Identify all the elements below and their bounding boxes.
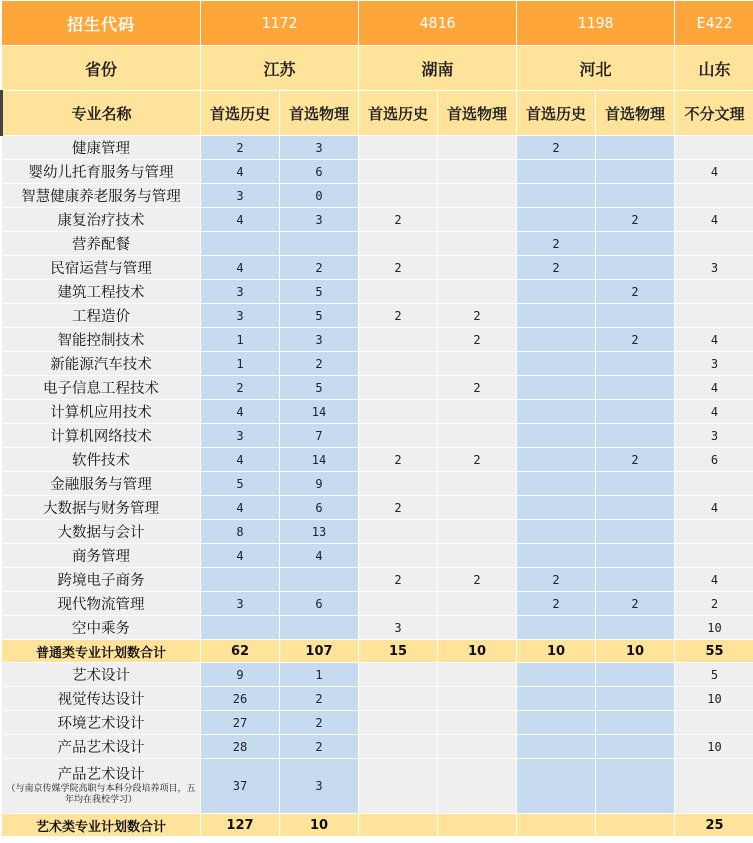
- plan-count-cell: [517, 496, 596, 520]
- plan-count-cell: 26: [201, 687, 280, 711]
- plan-count-cell: [359, 663, 438, 687]
- plan-count-cell: 2: [280, 687, 359, 711]
- plan-count-cell: 2: [359, 568, 438, 592]
- plan-count-cell: [596, 472, 675, 496]
- plan-count-cell: 10: [675, 616, 753, 640]
- plan-count-cell: [438, 616, 517, 640]
- plan-count-cell: 4: [201, 448, 280, 472]
- plan-count-cell: 2: [280, 711, 359, 735]
- major-name: 空中乘务: [2, 616, 201, 640]
- province-label: 省份: [2, 46, 201, 91]
- plan-count-cell: 4: [280, 544, 359, 568]
- plan-count-cell: [438, 280, 517, 304]
- plan-count-cell: [438, 663, 517, 687]
- code-hunan: 4816: [359, 1, 517, 46]
- plan-count-cell: 2: [517, 136, 596, 160]
- plan-count-cell: [517, 280, 596, 304]
- major-name: 工程造价: [2, 304, 201, 328]
- plan-count-cell: [675, 232, 753, 256]
- major-name: 智能控制技术: [2, 328, 201, 352]
- plan-count-cell: [517, 616, 596, 640]
- plan-count-cell: 2: [517, 232, 596, 256]
- plan-count-cell: 6: [675, 448, 753, 472]
- plan-count-cell: [359, 280, 438, 304]
- plan-count-cell: [517, 184, 596, 208]
- plan-count-cell: 3: [675, 256, 753, 280]
- plan-count-cell: [596, 544, 675, 568]
- plan-count-cell: 3: [280, 208, 359, 232]
- plan-count-cell: 5: [280, 304, 359, 328]
- plan-count-cell: 3: [201, 184, 280, 208]
- plan-count-cell: [596, 136, 675, 160]
- plan-count-cell: 3: [280, 136, 359, 160]
- major-name: 金融服务与管理: [2, 472, 201, 496]
- code-row: [2, 1, 753, 46]
- plan-count-cell: [359, 376, 438, 400]
- total-label: 普通类专业计划数合计: [2, 640, 201, 663]
- plan-count-cell: [359, 520, 438, 544]
- plan-count-cell: [438, 735, 517, 759]
- table-row: [2, 232, 753, 256]
- plan-count-cell: [438, 160, 517, 184]
- plan-count-cell: [675, 280, 753, 304]
- plan-count-cell: [596, 711, 675, 735]
- plan-count-cell: [675, 759, 753, 814]
- plan-count-cell: 28: [201, 735, 280, 759]
- plan-count-cell: [280, 568, 359, 592]
- plan-count-cell: 4: [675, 496, 753, 520]
- plan-count-cell: [675, 136, 753, 160]
- plan-count-cell: 2: [517, 592, 596, 616]
- plan-count-cell: 1: [201, 328, 280, 352]
- plan-count-cell: [359, 352, 438, 376]
- table-row: [2, 328, 753, 352]
- plan-count-cell: [675, 711, 753, 735]
- major-name: 软件技术: [2, 448, 201, 472]
- plan-count-cell: 3: [201, 304, 280, 328]
- plan-count-cell: 4: [675, 160, 753, 184]
- plan-count-cell: 2: [596, 280, 675, 304]
- total-value: 10: [438, 640, 517, 663]
- plan-count-cell: [359, 544, 438, 568]
- major-name: 营养配餐: [2, 232, 201, 256]
- plan-count-cell: 2: [596, 208, 675, 232]
- total-value: 15: [359, 640, 438, 663]
- plan-count-cell: [596, 184, 675, 208]
- plan-count-cell: 4: [675, 376, 753, 400]
- plan-count-cell: 8: [201, 520, 280, 544]
- plan-count-cell: 2: [438, 568, 517, 592]
- plan-count-cell: 1: [280, 663, 359, 687]
- major-name: 大数据与会计: [2, 520, 201, 544]
- major-name: 婴幼儿托育服务与管理: [2, 160, 201, 184]
- plan-count-cell: [359, 400, 438, 424]
- plan-count-cell: [438, 520, 517, 544]
- plan-count-cell: [675, 520, 753, 544]
- plan-count-cell: 9: [280, 472, 359, 496]
- subject-header: 首选历史: [201, 91, 280, 136]
- table-row: [2, 304, 753, 328]
- table-row: [2, 711, 753, 735]
- plan-count-cell: 4: [201, 160, 280, 184]
- plan-count-cell: [517, 400, 596, 424]
- province-hebei: 河北: [517, 46, 675, 91]
- subject-header: 首选历史: [359, 91, 438, 136]
- subject-header: 首选物理: [596, 91, 675, 136]
- province-row: [2, 46, 753, 91]
- plan-count-cell: [596, 616, 675, 640]
- plan-count-cell: [359, 711, 438, 735]
- plan-count-cell: 2: [596, 328, 675, 352]
- major-name: 跨境电子商务: [2, 568, 201, 592]
- major-name-special: [2, 759, 201, 814]
- major-note: （与南京传媒学院高职与本科分段培养项目，五年均在我校学习）: [6, 784, 196, 805]
- plan-count-cell: 14: [280, 448, 359, 472]
- plan-count-cell: [438, 759, 517, 814]
- plan-count-cell: [517, 376, 596, 400]
- table-row: [2, 256, 753, 280]
- plan-count-cell: [359, 184, 438, 208]
- plan-count-cell: 3: [201, 424, 280, 448]
- plan-count-cell: [596, 424, 675, 448]
- plan-count-cell: [438, 352, 517, 376]
- plan-count-cell: [596, 232, 675, 256]
- table-row: [2, 160, 753, 184]
- table-row: [2, 663, 753, 687]
- plan-count-cell: [675, 304, 753, 328]
- plan-count-cell: [201, 568, 280, 592]
- table-row: [2, 424, 753, 448]
- plan-count-cell: [596, 256, 675, 280]
- plan-count-cell: [280, 232, 359, 256]
- plan-count-cell: [675, 544, 753, 568]
- plan-count-cell: [438, 136, 517, 160]
- plan-count-cell: 2: [201, 136, 280, 160]
- plan-count-cell: [596, 568, 675, 592]
- plan-count-cell: [517, 328, 596, 352]
- plan-count-cell: 0: [280, 184, 359, 208]
- total-value: 55: [675, 640, 753, 663]
- table-row: [2, 616, 753, 640]
- table-row-special: [2, 759, 753, 814]
- plan-count-cell: 7: [280, 424, 359, 448]
- plan-count-cell: 2: [438, 328, 517, 352]
- major-name: 艺术设计: [2, 663, 201, 687]
- plan-count-cell: 13: [280, 520, 359, 544]
- major-name: 智慧健康养老服务与管理: [2, 184, 201, 208]
- code-shandong: E422: [675, 1, 753, 46]
- plan-count-cell: 4: [675, 400, 753, 424]
- total-value: 10: [517, 640, 596, 663]
- plan-count-cell: [517, 520, 596, 544]
- plan-count-cell: [596, 759, 675, 814]
- plan-count-cell: 3: [280, 328, 359, 352]
- plan-count-cell: 2: [438, 376, 517, 400]
- table-row: [2, 184, 753, 208]
- table-row: [2, 472, 753, 496]
- major-name: 计算机应用技术: [2, 400, 201, 424]
- plan-count-cell: 5: [201, 472, 280, 496]
- plan-count-cell: [517, 160, 596, 184]
- plan-count-cell: [359, 160, 438, 184]
- table-row: [2, 208, 753, 232]
- plan-count-cell: 4: [201, 496, 280, 520]
- plan-count-cell: 3: [201, 592, 280, 616]
- plan-count-cell: 2: [438, 304, 517, 328]
- major-name: 产品艺术设计: [2, 735, 201, 759]
- table-row: [2, 136, 753, 160]
- plan-count-cell: [438, 424, 517, 448]
- plan-count-cell: [596, 663, 675, 687]
- plan-count-cell: 3: [675, 424, 753, 448]
- plan-count-cell: 2: [359, 448, 438, 472]
- plan-count-cell: [596, 687, 675, 711]
- plan-count-cell: 2: [280, 352, 359, 376]
- province-hunan: 湖南: [359, 46, 517, 91]
- plan-count-cell: [438, 232, 517, 256]
- plan-count-cell: [596, 520, 675, 544]
- subject-header: 首选物理: [438, 91, 517, 136]
- plan-count-cell: 3: [359, 616, 438, 640]
- plan-count-cell: [359, 328, 438, 352]
- plan-count-cell: 4: [201, 256, 280, 280]
- art-total-row: [2, 814, 753, 837]
- plan-count-cell: [201, 616, 280, 640]
- plan-count-cell: [438, 256, 517, 280]
- plan-count-cell: 4: [675, 328, 753, 352]
- plan-count-cell: 1: [201, 352, 280, 376]
- plan-count-cell: [438, 687, 517, 711]
- subject-header-row: [2, 91, 753, 136]
- plan-count-cell: [517, 663, 596, 687]
- plan-count-cell: 2: [596, 448, 675, 472]
- major-name: 视觉传达设计: [2, 687, 201, 711]
- plan-count-cell: 4: [201, 544, 280, 568]
- table-row: [2, 735, 753, 759]
- code-label: 招生代码: [2, 1, 201, 46]
- province-jiangsu: 江苏: [201, 46, 359, 91]
- total-value: [517, 814, 596, 837]
- total-value: [438, 814, 517, 837]
- plan-count-cell: 2: [596, 592, 675, 616]
- plan-count-cell: 9: [201, 663, 280, 687]
- plan-count-cell: [517, 472, 596, 496]
- plan-count-cell: 6: [280, 496, 359, 520]
- total-value: 25: [675, 814, 753, 837]
- plan-count-cell: 2: [517, 568, 596, 592]
- plan-count-cell: [675, 184, 753, 208]
- plan-count-cell: [359, 687, 438, 711]
- table-row: [2, 496, 753, 520]
- plan-count-cell: [675, 472, 753, 496]
- plan-count-cell: 5: [280, 280, 359, 304]
- code-hebei: 1198: [517, 1, 675, 46]
- table-row: [2, 352, 753, 376]
- table-row: [2, 280, 753, 304]
- total-value: 107: [280, 640, 359, 663]
- major-name: 计算机网络技术: [2, 424, 201, 448]
- plan-count-cell: [438, 400, 517, 424]
- major-name: 民宿运营与管理: [2, 256, 201, 280]
- plan-count-cell: [280, 616, 359, 640]
- plan-count-cell: 14: [280, 400, 359, 424]
- plan-count-cell: 2: [280, 256, 359, 280]
- total-value: [596, 814, 675, 837]
- plan-count-cell: 4: [201, 208, 280, 232]
- plan-count-cell: [517, 448, 596, 472]
- table-row: [2, 400, 753, 424]
- plan-count-cell: [438, 544, 517, 568]
- plan-count-cell: 5: [675, 663, 753, 687]
- plan-count-cell: 4: [675, 208, 753, 232]
- plan-count-cell: [517, 759, 596, 814]
- plan-count-cell: [359, 424, 438, 448]
- plan-count-cell: 2: [359, 208, 438, 232]
- total-value: 127: [201, 814, 280, 837]
- total-value: [359, 814, 438, 837]
- general-total-row: [2, 640, 753, 663]
- table-row: [2, 687, 753, 711]
- plan-count-cell: 2: [675, 592, 753, 616]
- major-name-header: 专业名称: [2, 91, 201, 136]
- plan-count-cell: 6: [280, 160, 359, 184]
- plan-count-cell: 2: [517, 256, 596, 280]
- table-row: [2, 544, 753, 568]
- plan-count-cell: 2: [438, 448, 517, 472]
- table-row: [2, 448, 753, 472]
- plan-count-cell: 2: [359, 256, 438, 280]
- subject-header: 不分文理: [675, 91, 753, 136]
- total-label: 艺术类专业计划数合计: [2, 814, 201, 837]
- plan-count-cell: 6: [280, 592, 359, 616]
- major-name: 新能源汽车技术: [2, 352, 201, 376]
- plan-count-cell: [517, 208, 596, 232]
- major-name: 商务管理: [2, 544, 201, 568]
- plan-count-cell: [438, 208, 517, 232]
- plan-count-cell: [596, 304, 675, 328]
- plan-count-cell: [359, 472, 438, 496]
- plan-count-cell: 4: [201, 400, 280, 424]
- table-row: [2, 520, 753, 544]
- plan-count-cell: [359, 592, 438, 616]
- total-value: 10: [596, 640, 675, 663]
- plan-count-cell: [438, 496, 517, 520]
- plan-count-cell: 2: [201, 376, 280, 400]
- plan-count-cell: [359, 759, 438, 814]
- plan-count-cell: 2: [359, 496, 438, 520]
- plan-count-cell: 10: [675, 687, 753, 711]
- code-jiangsu: 1172: [201, 1, 359, 46]
- major-name: 康复治疗技术: [2, 208, 201, 232]
- plan-count-cell: 37: [201, 759, 280, 814]
- major-name: 环境艺术设计: [2, 711, 201, 735]
- major-name: 产品艺术设计: [57, 767, 145, 783]
- table-row: [2, 376, 753, 400]
- major-name: 现代物流管理: [2, 592, 201, 616]
- major-name: 大数据与财务管理: [2, 496, 201, 520]
- plan-count-cell: [517, 352, 596, 376]
- plan-count-cell: [517, 711, 596, 735]
- plan-count-cell: [438, 711, 517, 735]
- plan-count-cell: [438, 592, 517, 616]
- subject-header: 首选历史: [517, 91, 596, 136]
- plan-count-cell: 2: [280, 735, 359, 759]
- plan-count-cell: 10: [675, 735, 753, 759]
- plan-count-cell: [596, 352, 675, 376]
- plan-count-cell: [359, 136, 438, 160]
- plan-count-cell: [596, 400, 675, 424]
- plan-count-cell: 27: [201, 711, 280, 735]
- plan-count-cell: [517, 544, 596, 568]
- plan-count-cell: [438, 184, 517, 208]
- plan-count-cell: [517, 735, 596, 759]
- major-name: 健康管理: [2, 136, 201, 160]
- major-name: 电子信息工程技术: [2, 376, 201, 400]
- plan-count-cell: [517, 304, 596, 328]
- plan-count-cell: [517, 687, 596, 711]
- table-row: [2, 568, 753, 592]
- plan-count-cell: 2: [359, 304, 438, 328]
- plan-count-cell: 3: [280, 759, 359, 814]
- subject-header: 首选物理: [280, 91, 359, 136]
- plan-count-cell: 3: [201, 280, 280, 304]
- plan-count-cell: [596, 496, 675, 520]
- plan-count-cell: 5: [280, 376, 359, 400]
- major-name: 建筑工程技术: [2, 280, 201, 304]
- plan-count-cell: [201, 232, 280, 256]
- plan-count-cell: [359, 232, 438, 256]
- plan-count-cell: [596, 376, 675, 400]
- plan-count-cell: [438, 472, 517, 496]
- plan-count-cell: [596, 160, 675, 184]
- plan-count-cell: [517, 424, 596, 448]
- province-shandong: 山东: [675, 46, 753, 91]
- plan-count-cell: [596, 735, 675, 759]
- table-row: [2, 592, 753, 616]
- total-value: 62: [201, 640, 280, 663]
- plan-count-cell: [359, 735, 438, 759]
- plan-count-cell: 3: [675, 352, 753, 376]
- plan-count-cell: 4: [675, 568, 753, 592]
- total-value: 10: [280, 814, 359, 837]
